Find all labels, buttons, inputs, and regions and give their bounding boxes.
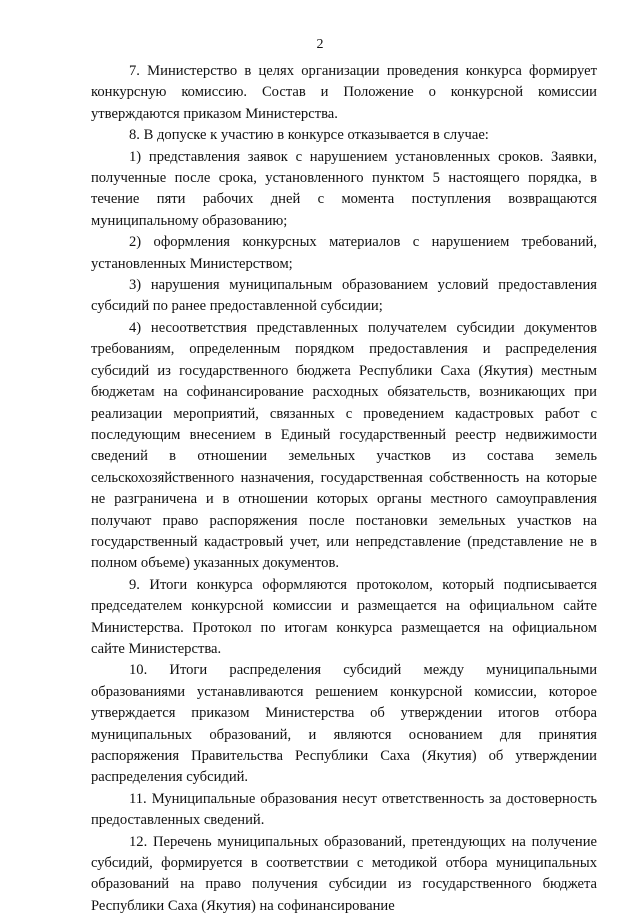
paragraph-8-item-1: 1) представления заявок с нарушением установленных сроков. Заявки, полученные после срока, установленного пунктом 5 настоящего порядка, в течение пяти рабочих дней с момента поступления возвращаются муниципальному образованию; xyxy=(91,148,597,229)
paragraph-8: 8. В допуске к участию в конкурсе отказывается в случае: xyxy=(129,127,489,144)
document-body xyxy=(91,61,597,917)
paragraph-9: 9. Итоги конкурса оформляются протоколом, который подписывается председателем конкурсной комиссии и размещается на официальном сайте Министерства. Протокол по итогам конкурса размещается на официальном сайте Министерства. xyxy=(91,576,597,657)
page-number: 2 xyxy=(316,37,324,52)
paragraph-8-item-2: 2) оформления конкурсных материалов с нарушением требований, установленных Министерством; xyxy=(91,234,597,272)
paragraph-12: 12. Перечень муниципальных образований, претендующих на получение субсидий, формируется в соответствии с методикой отбора муниципальных образований на право получения субсидии из государственного бюджета Республики Саха (Якутия) на софинансирование xyxy=(91,833,597,914)
paragraph-11: 11. Муниципальные образования несут ответственность за достоверность предоставленных сведений. xyxy=(91,790,597,829)
paragraph-8-item-4: 4) несоответствия представленных получателем субсидии документов требованиям, определенным порядком предоставления и распределения субсидий из государственного бюджета Республики Саха (Якутия) местным бюджетам на софинансирование расходных обязательств, возникающих при реализации мероприятий, связанных с проведением кадастровых работ с последующим внесением в Единый государственный реестр недвижимости сведений в отношении земельных участков из состава земель сельскохозяйственного назначения, государственная собственность на которые не разграничена и в отношении которых органы местного самоуправления получают право распоряжения после постановки земельных участков на государственный кадастровый учет, или непредставление (представление не в полном объеме) указанных документов. xyxy=(91,319,597,572)
paragraph-7: 7. Министерство в целях организации проведения конкурса формирует конкурсную комиссию. Состав и Положение о конкурсной комиссии утверждаются приказом Министерства. xyxy=(91,63,597,122)
paragraph-10: 10. Итоги распределения субсидий между муниципальными образованиями устанавливаются решением конкурсной комиссии, которое утверждается приказом Министерства об утверждении итогов отбора муниципальных образований, и являются основанием для принятия распоряжения Правительства Республики Саха (Якутия) об утверждении распределения субсидий. xyxy=(91,662,597,786)
paragraph-8-item-3: 3) нарушения муниципальным образованием условий предоставления субсидий по ранее предоставленной субсидии; xyxy=(91,277,597,315)
